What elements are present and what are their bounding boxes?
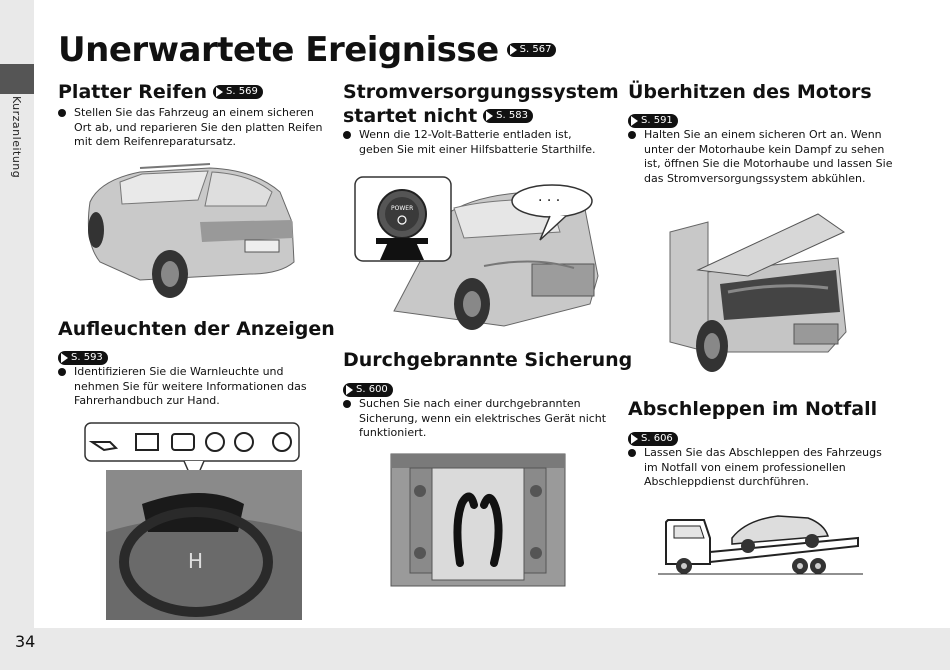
overheat-heading: Überhitzen des Motors [628, 81, 872, 103]
flat-tire-heading [58, 80, 263, 104]
svg-text:H: H [188, 549, 204, 573]
indicators-ref-link[interactable] [58, 351, 108, 365]
speech-bubble-text: · · · [538, 193, 561, 209]
towing-ref-row [628, 428, 678, 447]
indicators-heading: Aufleuchten der Anzeigen [58, 318, 335, 340]
jump-start-illustration [354, 176, 602, 334]
power-system-ref-link[interactable] [483, 109, 533, 123]
indicators-bullet [58, 365, 328, 409]
overheat-ref-link[interactable] [628, 114, 678, 128]
overheat-bullet [628, 128, 898, 186]
power-system-heading-line1: Stromversorgungssystem [343, 81, 619, 103]
bullet-icon [58, 368, 66, 376]
towing-heading: Abschleppen im Notfall [628, 398, 878, 420]
arrow-icon [216, 87, 223, 97]
power-system-ref-text: S. 583 [496, 109, 528, 121]
flat-tire-ref-text: S. 569 [226, 85, 258, 97]
section-tab-marker [0, 64, 34, 94]
fuse-illustration [390, 453, 566, 587]
towing-text: Lassen Sie das Abschleppen des Fahrzeugs im Notfall von einem professionellen Abschleppdienst durchführen. [644, 446, 882, 488]
arrow-icon [510, 45, 517, 55]
power-system-bullet [343, 128, 608, 157]
indicators-text: Identifizieren Sie die Warnleuchte und nehmen Sie für weitere Informationen das Fahrerhandbuch zur Hand. [74, 365, 307, 407]
warning-lights-illustration [84, 422, 302, 620]
flat-tire-bullet [58, 106, 328, 150]
power-system-heading-line2-text: startet nicht [343, 105, 478, 127]
fuse-text: Suchen Sie nach einer durchgebrannten Sicherung, wenn ein elektrisches Gerät nicht funktioniert. [359, 397, 607, 439]
bullet-icon [58, 109, 66, 117]
power-system-heading-line2 [343, 104, 533, 128]
page-ref-text: S. 567 [519, 44, 552, 55]
overheat-text: Halten Sie an einem sicheren Ort an. Wenn unter der Motorhaube kein Dampf zu sehen ist, öffnen Sie die Motorhaube und lassen Sie das Stromversorgungssystem abkühlen. [644, 128, 893, 185]
flat-tire-car-illustration [80, 162, 305, 302]
flat-tire-text: Stellen Sie das Fahrzeug an einem sicheren Ort ab, und reparieren Sie den platten Reifen mit dem Reifenreparatursatz. [74, 106, 323, 148]
arrow-icon [346, 385, 353, 395]
bullet-icon [628, 131, 636, 139]
indicators-ref-text: S. 593 [71, 352, 103, 363]
indicators-ref-row [58, 347, 108, 366]
bullet-icon [628, 449, 636, 457]
arrow-icon [61, 353, 68, 363]
open-hood-illustration [668, 212, 850, 378]
power-button-label: POWER [391, 205, 414, 212]
fuse-ref-text: S. 600 [356, 384, 388, 395]
overheat-ref-row [628, 110, 678, 129]
fuse-heading: Durchgebrannte Sicherung [343, 349, 633, 371]
page-number: 34 [15, 632, 36, 651]
towing-ref-text: S. 606 [641, 433, 673, 444]
arrow-icon [631, 434, 638, 444]
fuse-ref-row [343, 379, 393, 398]
page-title [58, 30, 556, 70]
page-ref-link[interactable] [507, 43, 557, 57]
flat-tire-heading-text: Platter Reifen [58, 81, 208, 103]
flat-tire-ref-link[interactable] [213, 85, 263, 99]
page-title-text: Unerwartete Ereignisse [58, 30, 499, 70]
towing-bullet [628, 446, 898, 490]
bullet-icon [343, 400, 351, 408]
overheat-ref-text: S. 591 [641, 115, 673, 126]
tow-truck-illustration [658, 508, 863, 578]
towing-ref-link[interactable] [628, 432, 678, 446]
bullet-icon [343, 131, 351, 139]
fuse-bullet [343, 397, 608, 441]
footer-bar [0, 628, 950, 670]
power-system-text: Wenn die 12-Volt-Batterie entladen ist, geben Sie mit einer Hilfsbatterie Starthilfe. [359, 128, 596, 156]
section-label: Kurzanleitung [10, 96, 23, 179]
fuse-ref-link[interactable] [343, 383, 393, 397]
arrow-icon [631, 116, 638, 126]
arrow-icon [486, 111, 493, 121]
